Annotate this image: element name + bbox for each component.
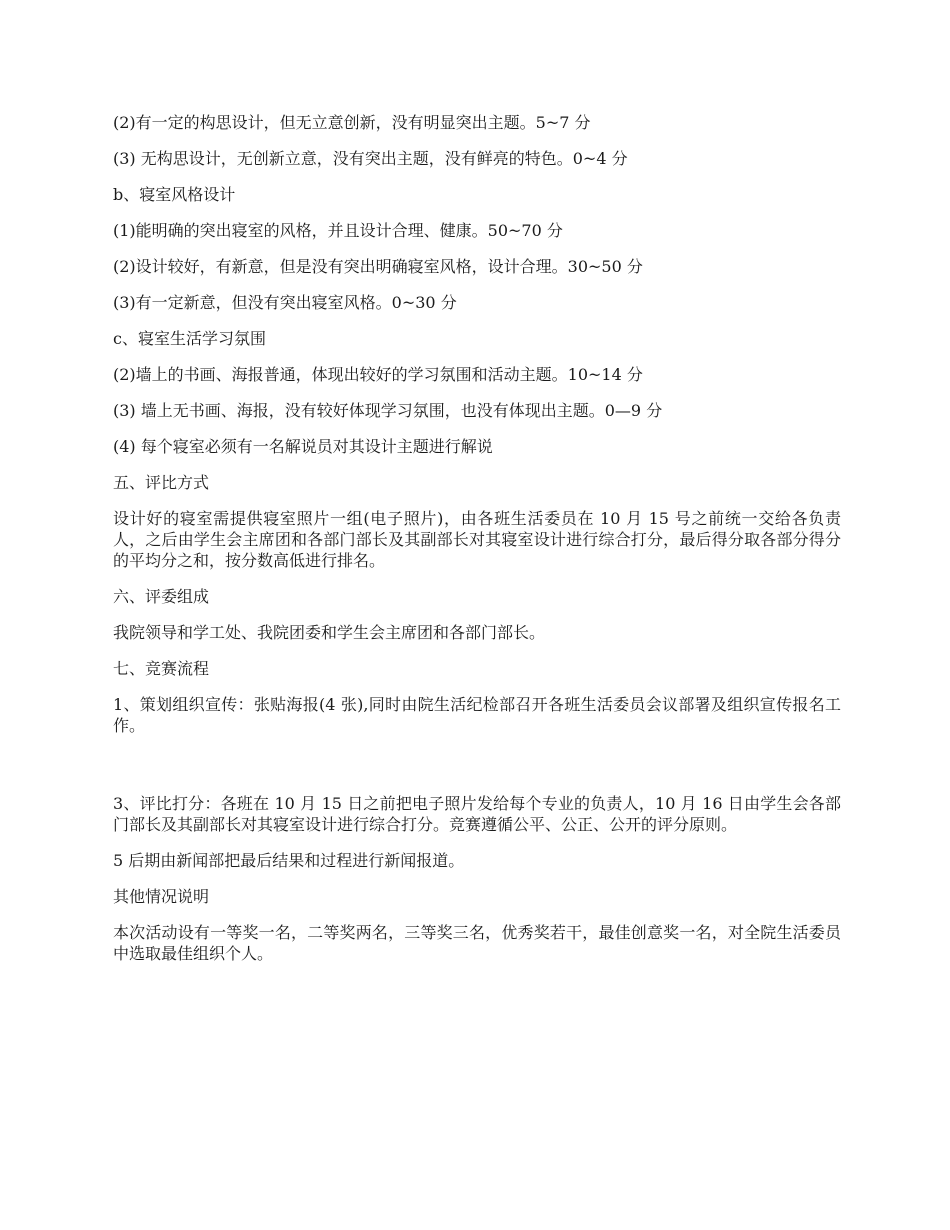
process-step-3: 3、评比打分：各班在 10 月 15 日之前把电子照片发给每个专业的负责人，10 月 16 日由学生会各部门部长及其副部长对其寝室设计进行综合打分。竞赛遵循公平、公正、公开的评分原则。 [113,794,841,834]
blank-spacer [113,751,841,793]
other-info-text: 本次活动设有一等奖一名，二等奖两名，三等奖三名，优秀奖若干，最佳创意奖一名，对全院生活委员中选取最佳组织个人。 [113,923,841,963]
section-heading-process: 七、竞赛流程 [113,659,210,678]
style-item-3: (3)有一定新意，但没有突出寝室风格。0~30 分 [113,293,457,312]
evaluation-method-text: 设计好的寝室需提供寝室照片一组(电子照片)，由各班生活委员在 10 月 15 号之前统一交给各负责人，之后由学生会主席团和各部门部长及其副部长对其寝室设计进行综合打分，最后得分取各部分得分的平均分之和，按分数高低进行排名。 [113,509,841,570]
judges-text: 我院领导和学工处、我院团委和学生会主席团和各部门部长。 [113,623,546,642]
criteria-item-2: (2)有一定的构思设计，但无立意创新，没有明显突出主题。5~7 分 [113,113,591,132]
process-step-5: 5 后期由新闻部把最后结果和过程进行新闻报道。 [113,851,465,870]
process-step-1: 1、策划组织宣传：张贴海报(4 张),同时由院生活纪检部召开各班生活委员会议部署及组织宣传报名工作。 [113,695,841,735]
criteria-item-3: (3) 无构思设计，无创新立意，没有突出主题，没有鲜亮的特色。0~4 分 [113,149,628,168]
style-item-2: (2)设计较好，有新意，但是没有突出明确寝室风格，设计合理。30~50 分 [113,257,643,276]
section-heading-other: 其他情况说明 [113,887,210,906]
section-heading-c: c、寝室生活学习氛围 [113,329,266,348]
atmosphere-item-3: (3) 墙上无书画、海报，没有较好体现学习氛围，也没有体现出主题。0—9 分 [113,401,663,420]
section-heading-judges: 六、评委组成 [113,587,210,606]
section-heading-evaluation-method: 五、评比方式 [113,473,210,492]
section-heading-b: b、寝室风格设计 [113,185,236,204]
document-body [113,112,841,979]
atmosphere-item-4: (4) 每个寝室必须有一名解说员对其设计主题进行解说 [113,437,493,456]
style-item-1: (1)能明确的突出寝室的风格，并且设计合理、健康。50~70 分 [113,221,563,240]
atmosphere-item-2: (2)墙上的书画、海报普通，体现出较好的学习氛围和活动主题。10~14 分 [113,365,643,384]
